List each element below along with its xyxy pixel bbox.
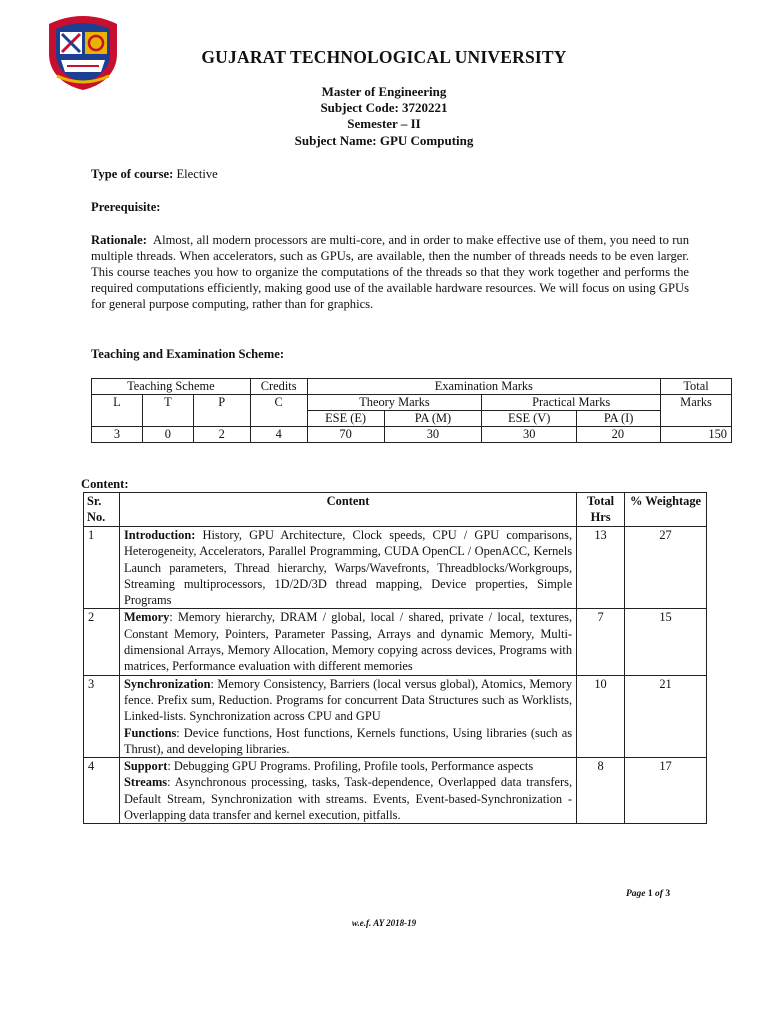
- l-value: 3: [92, 427, 143, 443]
- ese-v-value: 30: [482, 427, 577, 443]
- weightage: 27: [625, 527, 707, 609]
- topic-text: : Asynchronous processing, tasks, Task-dependence, Overlapped data transfers, Default Stream, Synchronization with streams. Events, Event-based-Synchronization - Overlapping data transfer and kernel execution, pitfalls.: [123, 775, 573, 823]
- total-value: 150: [661, 427, 732, 443]
- total-hrs: 8: [577, 758, 625, 824]
- exam-marks-header: Examination Marks: [307, 379, 660, 395]
- sr-no: 4: [84, 758, 120, 824]
- content-block: [124, 609, 572, 674]
- subject-name: Subject Name: GPU Computing: [294, 133, 474, 148]
- prerequisite-label: Prerequisite:: [91, 200, 161, 214]
- content-cell: [119, 758, 576, 824]
- course-type-label: Type of course:: [91, 167, 174, 181]
- marks-header: Marks: [661, 395, 732, 427]
- pa-m-value: 30: [384, 427, 482, 443]
- sr-no: 3: [84, 675, 120, 757]
- page-number: [626, 889, 670, 899]
- weightage: 21: [625, 675, 707, 757]
- course-type: [91, 166, 689, 182]
- weightage: 17: [625, 758, 707, 824]
- topic-text: : Debugging GPU Programs. Profiling, Profile tools, Performance aspects: [167, 759, 534, 774]
- topic-text: : Memory hierarchy, DRAM / global, local / shared, private / local, textures, Constant Memory, Pointers, Parameter Passing, Arrays and dynamic Memory, Multi-dimensional Arrays, Memory Allocation, Memory copying across devices, Programs with matrices, Performance evaluation with different memories: [123, 610, 573, 674]
- topic-title: Introduction:: [123, 528, 196, 542]
- t-header: T: [142, 395, 193, 427]
- sr-no-header: Sr. No.: [84, 493, 120, 527]
- page-current: 1: [647, 889, 653, 899]
- content-rows: [84, 527, 707, 824]
- content-block: [124, 676, 572, 725]
- pa-m-header: PA (M): [384, 411, 482, 427]
- scheme-heading: [91, 346, 689, 362]
- practical-marks-header: Practical Marks: [482, 395, 661, 411]
- content-header: Content: [119, 493, 576, 527]
- content-heading-text: Content:: [81, 477, 129, 491]
- rationale-text: Almost, all modern processors are multi-core, and in order to make effective use of them, you need to run multiple threads. When accelerators, such as GPUs, are available, then the number of threads needs to be even larger. This course teaches you how to organize the computations of the threads so that they work together and performs the required computations efficiently, making good use of the available hardware resources. We will focus on using GPUs for general purpose computing, rather than for graphics.: [91, 233, 689, 311]
- table-row: [84, 609, 707, 675]
- sr-no: 1: [84, 527, 120, 609]
- content-block: [124, 758, 572, 774]
- topic-text: : Device functions, Host functions, Kernels functions, Using libraries (such as Thrust), and developing libraries.: [123, 725, 573, 756]
- content-heading: [81, 476, 679, 492]
- content-cell: [119, 609, 576, 675]
- topic-text: : Memory Consistency, Barriers (local versus global), Atomics, Memory fence. Prefix sum, Reduction. Programs for concurrent Data Structures such as Worklists, Linked-lists. Synchronization across CPU and GPU: [123, 676, 573, 724]
- weightage-header: % Weightage: [625, 493, 707, 527]
- program-name: Master of Engineering: [321, 84, 447, 99]
- page-of: of: [652, 889, 666, 899]
- p-header: P: [193, 395, 250, 427]
- page-prefix: Page: [626, 889, 648, 899]
- ese-e-value: 70: [307, 427, 384, 443]
- sr-no: 2: [84, 609, 120, 675]
- pa-i-value: 20: [577, 427, 661, 443]
- total-header: Total: [661, 379, 732, 395]
- page-total: 3: [665, 889, 671, 899]
- content-block: [124, 725, 572, 758]
- c-value: 4: [250, 427, 307, 443]
- content-cell: [119, 527, 576, 609]
- rationale: [91, 232, 689, 312]
- weightage: 15: [625, 609, 707, 675]
- university-title: GUJARAT TECHNOLOGICAL UNIVERSITY: [201, 47, 567, 67]
- total-hrs-header: Total Hrs: [577, 493, 625, 527]
- total-hrs: 13: [577, 527, 625, 609]
- table-row: [84, 527, 707, 609]
- theory-marks-header: Theory Marks: [307, 395, 482, 411]
- total-hrs: 10: [577, 675, 625, 757]
- total-hrs: 7: [577, 609, 625, 675]
- table-row: [84, 758, 707, 824]
- t-value: 0: [142, 427, 193, 443]
- pa-i-header: PA (I): [577, 411, 661, 427]
- topic-title: Support: [123, 759, 168, 774]
- ese-v-header: ESE (V): [482, 411, 577, 427]
- subject-code: Subject Code: 3720221: [320, 100, 448, 115]
- topic-title: Functions: [123, 725, 177, 740]
- scheme-heading-text: Teaching and Examination Scheme:: [91, 347, 285, 361]
- effective-year: w.e.f. AY 2018-19: [351, 918, 417, 928]
- semester: Semester – II: [347, 116, 421, 131]
- scheme-table: [91, 378, 732, 443]
- content-cell: [119, 675, 576, 757]
- ese-e-header: ESE (E): [307, 411, 384, 427]
- course-type-value: Elective: [176, 167, 218, 181]
- content-block: [124, 527, 572, 608]
- topic-title: Streams: [123, 775, 168, 790]
- content-table: [83, 492, 707, 824]
- rationale-label: Rationale:: [91, 233, 147, 247]
- prerequisite: [91, 199, 689, 215]
- content-block: [124, 774, 572, 823]
- credits-header: Credits: [250, 379, 307, 395]
- table-row: [84, 675, 707, 757]
- c-header: C: [250, 395, 307, 427]
- teaching-scheme-header: Teaching Scheme: [92, 379, 251, 395]
- p-value: 2: [193, 427, 250, 443]
- topic-text: History, GPU Architecture, Clock speeds, CPU / GPU comparisons, Heterogeneity, Accelerators, Parallel Programming, CUDA OpenCL / OpenACC, Kernels Launch parameters, Thread hierarchy, Warps/Wavefronts, Threadblocks/Workgroups, Streaming multiprocessors, 1D/2D/3D thread mapping, Device properties, Simple Programs: [123, 528, 573, 608]
- topic-title: Memory: [123, 610, 170, 625]
- topic-title: Synchronization: [123, 676, 211, 691]
- l-header: L: [92, 395, 143, 427]
